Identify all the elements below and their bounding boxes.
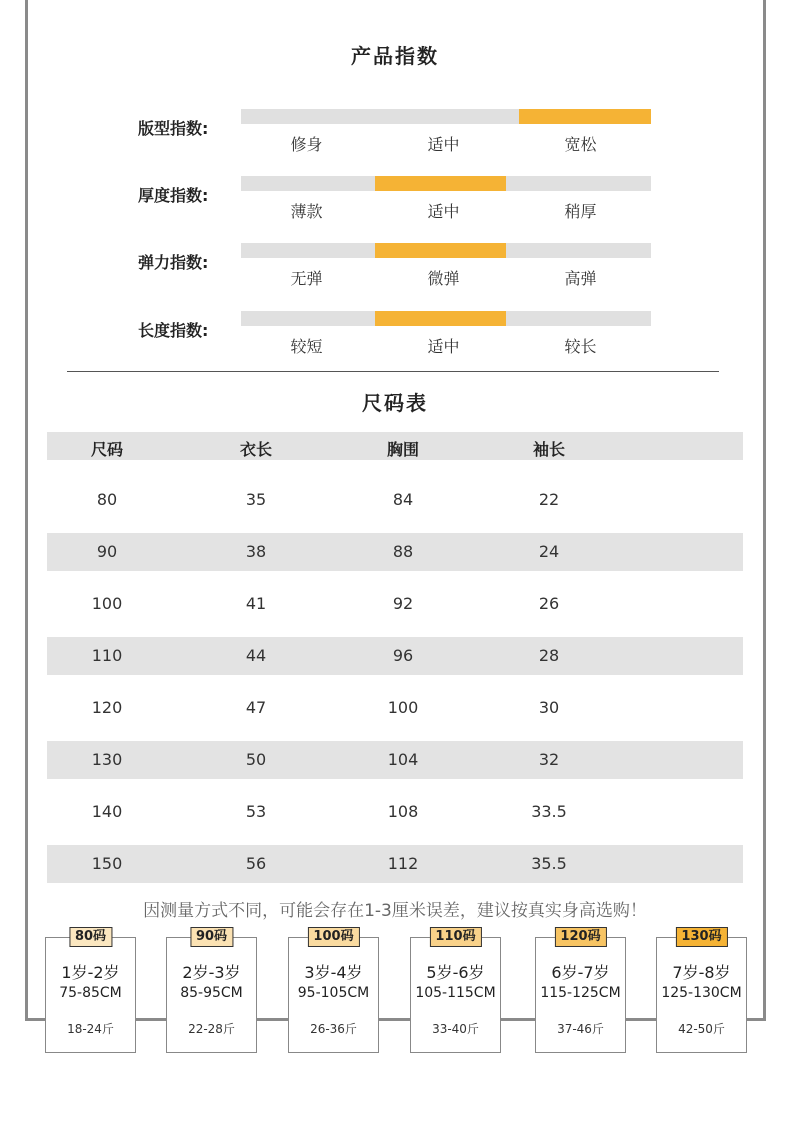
size-table-title: 尺码表 <box>362 391 428 415</box>
index-option-label: 宽松 <box>564 135 597 154</box>
table-row <box>47 585 743 623</box>
index-track <box>241 176 651 191</box>
table-cell: 96 <box>392 646 414 665</box>
weight-range: 33-40斤 <box>432 1022 479 1036</box>
age-size-card <box>656 929 747 1053</box>
table-cell: 100 <box>387 698 419 717</box>
index-row-label: 弹力指数: <box>138 253 209 272</box>
index-option-label: 较短 <box>290 337 323 356</box>
table-cell: 35 <box>245 490 267 509</box>
table-header-row <box>47 432 743 460</box>
size-tag: 100码 <box>307 927 359 947</box>
table-header-cell: 尺码 <box>90 440 123 459</box>
table-cell: 26 <box>538 594 560 613</box>
table-cell: 32 <box>538 750 560 769</box>
index-row-label: 厚度指数: <box>138 186 209 205</box>
index-track <box>241 243 651 258</box>
weight-range: 18-24斤 <box>67 1022 114 1036</box>
index-option-label: 无弹 <box>290 269 323 288</box>
age-size-card <box>535 929 626 1053</box>
table-cell: 22 <box>538 490 560 509</box>
frame-bottom-border <box>25 1018 766 1021</box>
age-range: 7岁-8岁 <box>672 963 731 982</box>
index-option-label: 修身 <box>290 135 323 154</box>
index-option-label: 高弹 <box>564 269 597 288</box>
age-range: 2岁-3岁 <box>182 963 241 982</box>
index-option-label: 较长 <box>564 337 597 356</box>
index-selected-segment <box>519 109 651 124</box>
table-cell: 150 <box>91 854 123 873</box>
age-range: 3岁-4岁 <box>304 963 363 982</box>
age-range: 5岁-6岁 <box>426 963 485 982</box>
frame-left-border <box>25 0 28 1021</box>
height-range: 105-115CM <box>415 985 496 1001</box>
age-size-card <box>288 929 379 1053</box>
index-selected-segment <box>375 311 506 326</box>
table-cell: 104 <box>387 750 419 769</box>
weight-range: 37-46斤 <box>557 1022 604 1036</box>
table-cell: 92 <box>392 594 414 613</box>
frame-right-border <box>763 0 766 1021</box>
height-range: 85-95CM <box>180 985 243 1001</box>
size-tag: 80码 <box>69 927 112 947</box>
age-range: 1岁-2岁 <box>61 963 120 982</box>
table-cell: 47 <box>245 698 267 717</box>
table-cell: 30 <box>538 698 560 717</box>
height-range: 115-125CM <box>540 985 621 1001</box>
table-cell: 84 <box>392 490 414 509</box>
section-divider <box>67 371 719 372</box>
table-cell: 24 <box>538 542 560 561</box>
table-cell: 33.5 <box>531 802 567 821</box>
table-cell: 53 <box>245 802 267 821</box>
size-tag: 120码 <box>554 927 606 947</box>
age-size-card <box>45 929 136 1053</box>
table-header-cell: 袖长 <box>532 440 565 459</box>
table-cell: 41 <box>245 594 267 613</box>
height-range: 125-130CM <box>661 985 742 1001</box>
index-selected-segment <box>375 243 506 258</box>
index-track <box>241 311 651 326</box>
height-range: 75-85CM <box>59 985 122 1001</box>
product-index-title: 产品指数 <box>351 44 439 68</box>
index-selected-segment <box>375 176 506 191</box>
index-row-label: 版型指数: <box>138 119 209 138</box>
weight-range: 42-50斤 <box>678 1022 725 1036</box>
index-track <box>241 109 651 124</box>
table-header-cell: 衣长 <box>239 440 272 459</box>
table-cell: 112 <box>387 854 419 873</box>
table-cell: 140 <box>91 802 123 821</box>
table-cell: 38 <box>245 542 267 561</box>
age-range: 6岁-7岁 <box>551 963 610 982</box>
table-row <box>47 689 743 727</box>
index-option-label: 薄款 <box>290 202 323 221</box>
table-row <box>47 741 743 779</box>
weight-range: 22-28斤 <box>188 1022 235 1036</box>
table-row <box>47 793 743 831</box>
index-option-label: 适中 <box>427 202 460 221</box>
table-cell: 120 <box>91 698 123 717</box>
table-cell: 90 <box>96 542 118 561</box>
table-cell: 100 <box>91 594 123 613</box>
table-cell: 130 <box>91 750 123 769</box>
table-cell: 88 <box>392 542 414 561</box>
table-row <box>47 533 743 571</box>
table-cell: 108 <box>387 802 419 821</box>
index-option-label: 适中 <box>427 135 460 154</box>
table-cell: 80 <box>96 490 118 509</box>
age-size-card <box>410 929 501 1053</box>
age-size-card <box>166 929 257 1053</box>
table-cell: 44 <box>245 646 267 665</box>
table-header-cell: 胸围 <box>386 440 419 459</box>
table-row <box>47 637 743 675</box>
size-tag: 130码 <box>675 927 727 947</box>
table-cell: 50 <box>245 750 267 769</box>
measurement-note: 因测量方式不同，可能会存在1-3厘米误差，建议按真实身高选购！ <box>143 901 647 921</box>
table-cell: 35.5 <box>531 854 567 873</box>
table-cell: 28 <box>538 646 560 665</box>
height-range: 95-105CM <box>297 985 370 1001</box>
index-option-label: 稍厚 <box>564 202 597 221</box>
size-tag: 110码 <box>429 927 481 947</box>
table-cell: 56 <box>245 854 267 873</box>
size-tag: 90码 <box>190 927 233 947</box>
index-row-label: 长度指数: <box>138 321 209 340</box>
weight-range: 26-36斤 <box>310 1022 357 1036</box>
index-option-label: 适中 <box>427 337 460 356</box>
table-cell: 110 <box>91 646 123 665</box>
table-row <box>47 845 743 883</box>
table-row <box>47 481 743 519</box>
index-option-label: 微弹 <box>427 269 460 288</box>
